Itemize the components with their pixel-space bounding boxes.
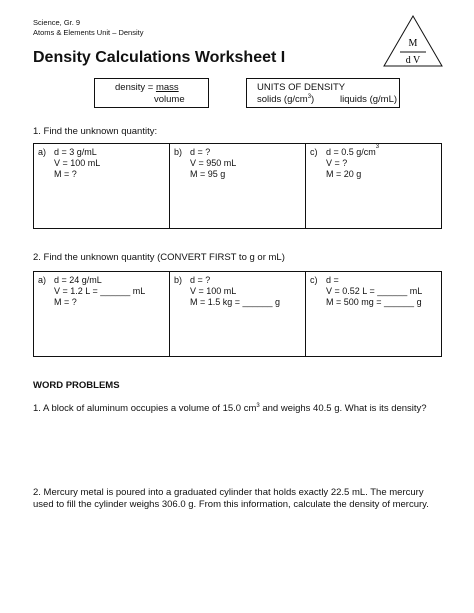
section1-table bbox=[33, 143, 442, 229]
formula-lhs: density = mass bbox=[115, 82, 179, 93]
section2-table bbox=[33, 271, 442, 357]
section1-cell-a: a) d = 3 g/mL V = 100 mL M = ? bbox=[38, 147, 101, 179]
formula-box bbox=[94, 78, 209, 108]
density-triangle bbox=[382, 14, 444, 68]
triangle-mass-letter: M bbox=[408, 38, 418, 49]
word-problem-1: 1. A block of aluminum occupies a volume of 15.0 $cm^3$ and weighs 40.5 g. What is its density? bbox=[33, 402, 427, 414]
page-title: Density Calculations Worksheet I bbox=[33, 49, 286, 66]
units-heading: UNITS OF DENSITY bbox=[257, 82, 346, 93]
word-problem-2-line2: used to fill the cylinder weighs 306.0 g. From this information, calculate the density of mercury. bbox=[33, 499, 429, 510]
word-problems-heading: WORD PROBLEMS bbox=[33, 380, 120, 391]
formula-numerator: mass bbox=[155, 82, 179, 93]
units-solids: solids $(g/cm^3)$ bbox=[257, 93, 315, 105]
course-label: Science, Gr. 9 bbox=[33, 18, 81, 27]
section2-cell-c: c) d = V = 0.52 L = ______ mL M = 500 mg = ______ g bbox=[305, 272, 441, 356]
section1-instruction: 1. Find the unknown quantity: bbox=[33, 126, 158, 137]
section2-cell-b: b) d = ? V = 100 mL M = 1.5 kg = ______ g bbox=[169, 272, 305, 356]
section1-cell-b: b) d = ? V = 950 mL M = 95 g bbox=[169, 144, 305, 228]
formula-denominator: volume bbox=[154, 94, 185, 105]
units-box bbox=[246, 78, 400, 108]
section2-instruction: 2. Find the unknown quantity (CONVERT FIRST to g or mL) bbox=[33, 252, 285, 263]
section2-cell-a: a) d = 24 g/mL V = 1.2 L = ______ mL M = ? bbox=[38, 275, 146, 307]
word-problem-2-line1: 2. Mercury metal is poured into a graduated cylinder that holds exactly 22.5 mL. The mercury bbox=[33, 487, 424, 498]
units-liquids: liquids (g/mL) bbox=[340, 94, 398, 105]
unit-label: Atoms & Elements Unit – Density bbox=[33, 28, 144, 37]
section1-cell-c: c) d = 0.5 g/cm 3 V = ? M = 20 g bbox=[305, 144, 441, 228]
triangle-dv-letters: d V bbox=[405, 55, 421, 66]
